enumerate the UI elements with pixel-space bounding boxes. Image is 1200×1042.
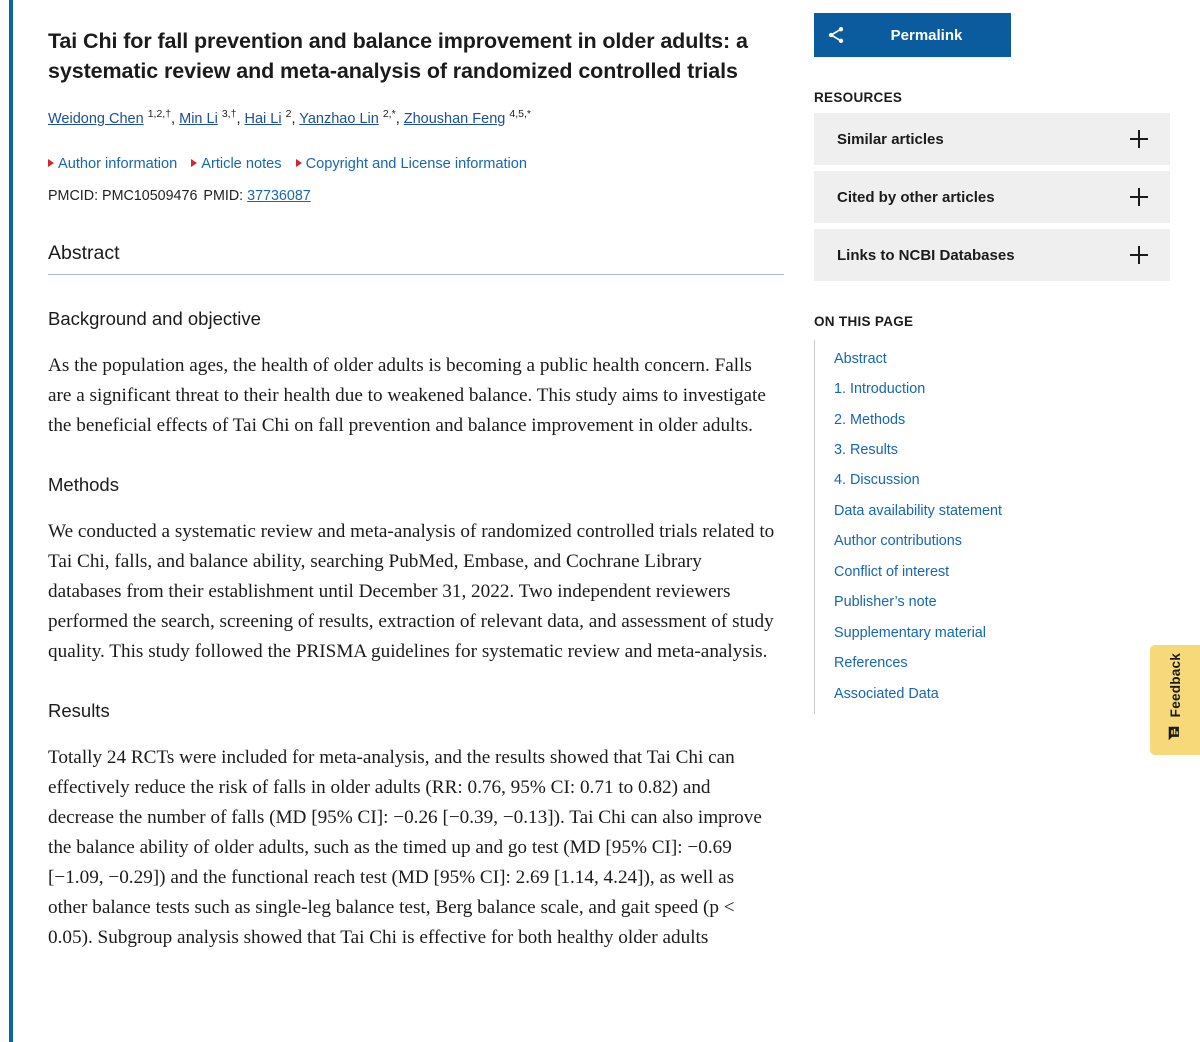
accordion-links-to-ncbi-databases[interactable] [814, 229, 1170, 281]
article-info-links [48, 154, 786, 174]
feedback-label: Feedback [1167, 652, 1183, 718]
accordion-similar-articles[interactable] [814, 113, 1170, 165]
toc-item-discussion[interactable]: 4. Discussion [834, 472, 920, 489]
author-list: Weidong Chen $^{1,2,\dagger}$, Min Li $^{3,\dagger}$, Hai Li $^2$, Yanzhao Lin $^{2,*}$, Zhoushan Feng $^{4,5,*}$ [48, 108, 531, 128]
permalink-button[interactable] [814, 13, 1011, 57]
bar-chart-icon [1167, 725, 1184, 747]
toc-item-supplementary-material[interactable]: Supplementary material [834, 624, 986, 641]
on-this-page-nav [814, 340, 1114, 714]
toc-item-conflict-of-interest[interactable]: Conflict of interest [834, 563, 950, 580]
article-identifiers [48, 188, 786, 204]
section-heading-methods: Methods [48, 474, 119, 496]
author-link[interactable]: Hai Li [244, 111, 282, 128]
section-heading-background: Background and objective [48, 308, 261, 330]
sidebar-column [814, 0, 1174, 714]
article-notes-link[interactable]: Article notes [201, 156, 282, 173]
toc-item-data-availability-statement[interactable]: Data availability statement [834, 502, 1002, 519]
plus-icon [1130, 130, 1148, 148]
toc-item-abstract[interactable]: Abstract [834, 350, 887, 367]
abstract-heading: Abstract [48, 242, 784, 275]
author-affiliation: 2 [285, 108, 292, 121]
author-link[interactable]: Weidong Chen [48, 111, 144, 128]
article-column [48, 0, 786, 973]
toc-item-publishers-note[interactable]: Publisher’s note [834, 594, 937, 611]
share-icon [814, 25, 858, 45]
section-body-methods: We conducted a systematic review and meta-analysis of randomized controlled trials related to Tai Chi, falls, and balance ability, searching PubMed, Embase, and Cochrane Library databases from their establishment until December 31, 2022. Two independent reviewers performed the search, screening of results, extraction of relevant data, and assessment of study quality. This study followed the PRISMA guidelines for systematic review and meta-analysis. [48, 521, 775, 663]
author-affiliation: 4,5,* [509, 108, 531, 121]
pmid-link[interactable]: 37736087 [247, 188, 311, 205]
pmid-label: PMID: [203, 188, 244, 205]
toc-item-introduction[interactable]: 1. Introduction [834, 381, 926, 398]
pmcid-label: PMCID: [48, 188, 99, 205]
author-affiliation: 3,† [221, 108, 237, 121]
copyright-license-link[interactable]: Copyright and License information [305, 156, 528, 173]
author-link[interactable]: Min Li [179, 111, 218, 128]
section-body-results: Totally 24 RCTs were included for meta-analysis, and the results showed that Tai Chi can effectively reduce the risk of falls in older adults (RR: 0.76, 95% CI: 0.71 to 0.82) and decrease the number of falls (MD [95% CI]: −0.26 [−0.39, −0.13]). Tai Chi can also improve the balance ability of older adults, such as the timed up and go test (MD [95% CI]: −0.69 [−1.09, −0.29]) and the functional reach test (MD [95% CI]: 2.69 [1.14, 4.24]), as well as other balance tests such as single-leg balance test, Berg balance scale, and gait speed (p < 0.05). Subgroup analysis showed that Tai Chi is effective for both healthy older adults [48, 747, 762, 949]
feedback-tab[interactable] [1150, 645, 1200, 755]
plus-icon [1130, 246, 1148, 264]
triangle-right-icon [191, 159, 197, 167]
accordion-cited-by-other-articles[interactable] [814, 171, 1170, 223]
toc-item-methods[interactable]: 2. Methods [834, 411, 906, 428]
author-link[interactable]: Zhoushan Feng [403, 111, 506, 128]
toc-item-references[interactable]: References [834, 655, 908, 672]
accordion-label: Similar articles [837, 130, 944, 148]
toc-item-author-contributions[interactable]: Author contributions [834, 533, 962, 550]
accordion-label: Cited by other articles [837, 188, 995, 206]
pmcid-value: PMC10509476 [102, 188, 198, 205]
page-title: Tai Chi for fall prevention and balance improvement in older adults: a systematic review and meta-analysis of randomized controlled trials [48, 29, 748, 83]
section-body-background: As the population ages, the health of older adults is becoming a public health concern. Falls are a significant threat to their health due to weakened balance. This study aims to investigate the beneficial effects of Tai Chi on fall prevention and balance improvement in older adults. [48, 355, 766, 437]
author-affiliation: 1,2,† [147, 108, 172, 121]
accordion-label: Links to NCBI Databases [837, 246, 1015, 264]
author-information-link[interactable]: Author information [58, 156, 178, 173]
section-heading-results: Results [48, 700, 110, 722]
triangle-right-icon [296, 159, 302, 167]
triangle-right-icon [48, 159, 54, 167]
author-affiliation: 2,* [382, 108, 396, 121]
toc-item-results[interactable]: 3. Results [834, 442, 898, 458]
resources-title: RESOURCES [814, 90, 903, 105]
toc-item-associated-data[interactable]: Associated Data [834, 685, 939, 702]
plus-icon [1130, 188, 1148, 206]
permalink-label: Permalink [890, 26, 963, 44]
on-this-page-title: ON THIS PAGE [814, 314, 914, 329]
author-link[interactable]: Yanzhao Lin [299, 111, 379, 128]
